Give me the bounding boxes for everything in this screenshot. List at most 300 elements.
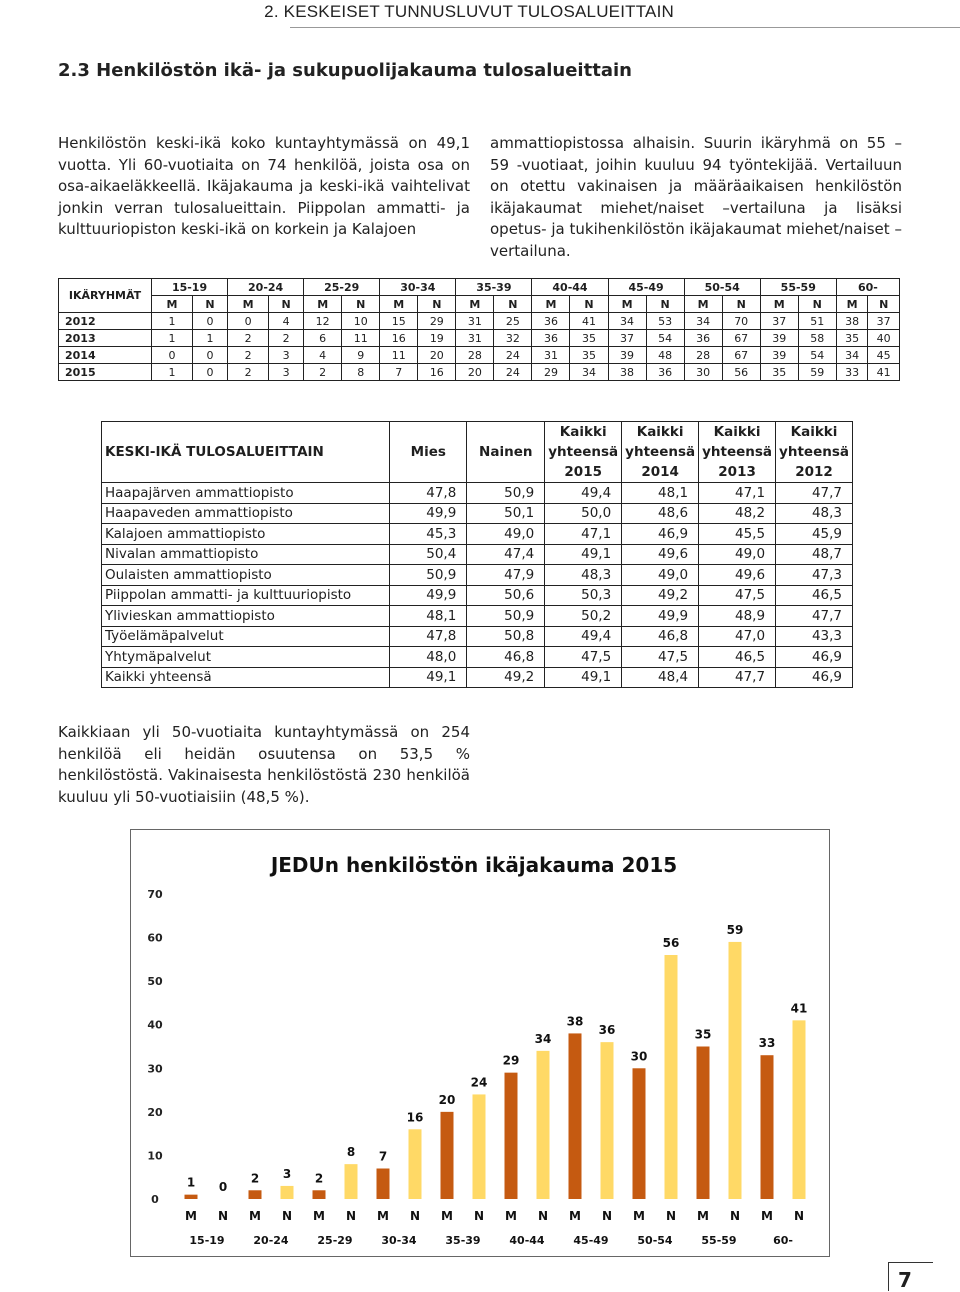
bar-value-label: 3 — [282, 1166, 292, 1181]
value-cell: 49,0 — [467, 524, 545, 545]
value-cell: 45,5 — [699, 524, 776, 545]
value-cell: 49,6 — [699, 565, 776, 586]
table-row — [102, 647, 853, 668]
x-tick-label: M — [377, 1209, 389, 1223]
unit-name-cell: Oulaisten ammattiopisto — [102, 565, 390, 586]
value-cell: 34 — [836, 347, 868, 364]
unit-name-cell: Kaikki yhteensä — [102, 667, 390, 688]
chart-bar — [185, 1195, 198, 1199]
value-cell: 50,2 — [545, 606, 622, 627]
value-cell: 35 — [836, 330, 868, 347]
value-cell: 49,1 — [545, 667, 622, 688]
chart-bar — [633, 1068, 646, 1199]
age-table-label: IKÄRYHMÄT — [59, 279, 152, 313]
age-group-header: 55-59 — [760, 279, 836, 296]
value-cell: 47,8 — [390, 626, 467, 647]
value-cell: 47,0 — [699, 626, 776, 647]
table-row — [102, 585, 853, 606]
bar-value-label: 20 — [438, 1092, 456, 1107]
header-line: yhteensä — [702, 444, 773, 460]
value-cell: 34 — [570, 364, 608, 381]
bar-value-label: 56 — [662, 936, 680, 950]
value-cell: 41 — [570, 313, 608, 330]
age-group-header: 40-44 — [532, 279, 608, 296]
x-group-label: 50-54 — [637, 1234, 673, 1247]
y-tick-label: 0 — [151, 1193, 159, 1206]
chart-bar — [793, 1020, 806, 1199]
value-cell: 35 — [570, 347, 608, 364]
table-row — [102, 544, 853, 565]
value-cell: 11 — [342, 330, 380, 347]
value-cell: 48,3 — [545, 565, 622, 586]
value-cell: 45 — [868, 347, 900, 364]
value-cell: 34 — [684, 313, 722, 330]
bar-value-label: 59 — [726, 922, 744, 937]
value-cell: 2 — [304, 364, 342, 381]
chart-bar — [345, 1164, 358, 1199]
chart-bar — [313, 1190, 326, 1199]
value-cell: 54 — [646, 330, 684, 347]
sex-header-cell: N — [570, 296, 608, 313]
bar-value-label: 36 — [598, 1023, 616, 1038]
sex-header-cell: M — [304, 296, 342, 313]
x-tick-label: N — [665, 1209, 677, 1223]
x-tick-label: N — [217, 1209, 229, 1223]
sex-header-cell: M — [380, 296, 418, 313]
value-cell: 67 — [722, 347, 760, 364]
sex-header-cell: M — [456, 296, 494, 313]
value-cell: 2 — [228, 330, 269, 347]
x-tick-label: M — [633, 1209, 645, 1223]
average-age-header-row — [102, 422, 853, 483]
value-cell: 50,3 — [545, 585, 622, 606]
average-age-table — [101, 421, 853, 688]
bar-value-label: 16 — [406, 1110, 424, 1125]
header-line: Kaikki — [636, 424, 684, 440]
x-group-label: 30-34 — [381, 1234, 417, 1247]
x-tick-label: M — [313, 1209, 325, 1223]
value-cell: 2 — [228, 347, 269, 364]
value-cell: 48 — [646, 347, 684, 364]
value-cell: 3 — [269, 364, 304, 381]
value-cell: 50,6 — [467, 585, 545, 606]
value-cell: 49,0 — [699, 544, 776, 565]
chart-bar — [249, 1190, 262, 1199]
value-cell: 37 — [760, 313, 798, 330]
value-cell: 1 — [152, 313, 193, 330]
value-cell: 31 — [456, 313, 494, 330]
value-cell: 28 — [456, 347, 494, 364]
bar-value-label: 0 — [218, 1180, 228, 1194]
value-cell: 33 — [836, 364, 868, 381]
year-cell: 2014 — [59, 347, 152, 364]
value-cell: 15 — [380, 313, 418, 330]
header-line: Kaikki — [790, 424, 838, 440]
value-cell: 2 — [269, 330, 304, 347]
header-line: yhteensä — [548, 444, 619, 460]
value-cell: 40 — [868, 330, 900, 347]
value-cell: 35 — [570, 330, 608, 347]
value-cell: 39 — [760, 347, 798, 364]
value-cell: 49,2 — [467, 667, 545, 688]
section-title: 2.3 Henkilöstön ikä- ja sukupuolijakauma tulosalueittain — [58, 60, 632, 81]
x-tick-label: M — [569, 1209, 581, 1223]
value-cell: 28 — [684, 347, 722, 364]
y-tick-label: 40 — [147, 1018, 163, 1032]
value-cell: 1 — [152, 364, 193, 381]
value-cell: 4 — [304, 347, 342, 364]
value-cell: 49,2 — [622, 585, 699, 606]
value-cell: 36 — [532, 313, 570, 330]
value-cell: 24 — [494, 364, 532, 381]
age-group-header: 50-54 — [684, 279, 760, 296]
value-cell: 30 — [684, 364, 722, 381]
sex-header-row — [59, 296, 900, 313]
x-tick-label: N — [473, 1209, 485, 1223]
value-cell: 0 — [193, 347, 228, 364]
value-cell: 20 — [418, 347, 456, 364]
table-row — [102, 524, 853, 545]
paragraph-right: ammattiopistossa alhaisin. Suurin ikäryhmä on 55 – 59 -vuotiaat, joihin kuuluu 94 työntekijää. Vertailuun on otettu vakinaisen ja määräaikaisen henkilöstön ikäjakaumat miehet/naiset –vertailuna ja lisäksi opetus- ja tukihenkilöstön ikäjakaumat miehet/naiset –vertailuna. — [490, 134, 902, 260]
value-cell: 46,5 — [699, 647, 776, 668]
value-cell: 4 — [269, 313, 304, 330]
value-cell: 50,0 — [545, 503, 622, 524]
x-tick-label: N — [729, 1209, 741, 1223]
table-row — [102, 483, 853, 504]
value-cell: 49,9 — [390, 585, 467, 606]
x-group-label: 15-19 — [189, 1234, 225, 1247]
chart-bar — [441, 1112, 454, 1199]
header-line: 2013 — [718, 464, 756, 480]
value-cell: 49,1 — [390, 667, 467, 688]
value-cell: 46,5 — [776, 585, 853, 606]
chart-bar — [665, 955, 678, 1199]
sex-header-cell: N — [269, 296, 304, 313]
value-cell: 46,8 — [622, 626, 699, 647]
value-cell: 53 — [646, 313, 684, 330]
chart-bar — [473, 1094, 486, 1199]
column-header-total-2014 — [622, 422, 699, 483]
value-cell: 3 — [269, 347, 304, 364]
chart-svg — [131, 830, 829, 1256]
value-cell: 36 — [684, 330, 722, 347]
value-cell: 19 — [418, 330, 456, 347]
chart-bar — [729, 942, 742, 1199]
value-cell: 34 — [608, 313, 646, 330]
column-header-total-2012 — [776, 422, 853, 483]
sex-header-cell: M — [608, 296, 646, 313]
value-cell: 47,7 — [776, 483, 853, 504]
value-cell: 49,1 — [545, 544, 622, 565]
y-tick-label: 60 — [147, 931, 163, 945]
age-group-header: 15-19 — [152, 279, 228, 296]
value-cell: 39 — [608, 347, 646, 364]
value-cell: 47,7 — [699, 667, 776, 688]
header-line: yhteensä — [779, 444, 849, 460]
page-number: 7 — [898, 1268, 912, 1292]
value-cell: 49,9 — [622, 606, 699, 627]
sex-header-cell: N — [722, 296, 760, 313]
value-cell: 38 — [608, 364, 646, 381]
value-cell: 16 — [380, 330, 418, 347]
age-group-header: 35-39 — [456, 279, 532, 296]
sex-header-cell: N — [342, 296, 380, 313]
y-tick-label: 20 — [147, 1105, 163, 1119]
value-cell: 38 — [836, 313, 868, 330]
value-cell: 47,7 — [776, 606, 853, 627]
bar-value-label: 1 — [186, 1175, 196, 1190]
sex-header-cell: M — [228, 296, 269, 313]
header-line: yhteensä — [625, 444, 696, 460]
sex-header-cell: M — [532, 296, 570, 313]
value-cell: 50,8 — [467, 626, 545, 647]
age-group-header: 45-49 — [608, 279, 684, 296]
table-row — [102, 565, 853, 586]
value-cell: 20 — [456, 364, 494, 381]
value-cell: 48,3 — [776, 503, 853, 524]
column-header-total-2015 — [545, 422, 622, 483]
unit-name-cell: Kalajoen ammattiopisto — [102, 524, 390, 545]
value-cell: 45,9 — [776, 524, 853, 545]
value-cell: 47,9 — [467, 565, 545, 586]
value-cell: 41 — [868, 364, 900, 381]
value-cell: 29 — [418, 313, 456, 330]
value-cell: 48,7 — [776, 544, 853, 565]
value-cell: 35 — [760, 364, 798, 381]
value-cell: 1 — [152, 330, 193, 347]
value-cell: 49,0 — [622, 565, 699, 586]
value-cell: 10 — [342, 313, 380, 330]
x-group-label: 40-44 — [509, 1234, 545, 1247]
sex-header-cell: N — [868, 296, 900, 313]
table-row — [59, 347, 900, 364]
age-group-header-row — [59, 279, 900, 296]
value-cell: 36 — [532, 330, 570, 347]
unit-name-cell: Haapaveden ammattiopisto — [102, 503, 390, 524]
value-cell: 12 — [304, 313, 342, 330]
chart-bar — [601, 1042, 614, 1199]
value-cell: 0 — [193, 313, 228, 330]
value-cell: 47,5 — [545, 647, 622, 668]
chart-bar — [569, 1033, 582, 1199]
x-tick-label: M — [249, 1209, 261, 1223]
bar-value-label: 7 — [378, 1149, 388, 1164]
value-cell: 46,9 — [622, 524, 699, 545]
x-tick-label: M — [697, 1209, 709, 1223]
table-row — [102, 606, 853, 627]
value-cell: 49,6 — [622, 544, 699, 565]
value-cell: 37 — [868, 313, 900, 330]
age-group-header: 60- — [836, 279, 899, 296]
x-tick-label: N — [281, 1209, 293, 1223]
value-cell: 47,1 — [699, 483, 776, 504]
value-cell: 50,1 — [467, 503, 545, 524]
value-cell: 48,0 — [390, 647, 467, 668]
value-cell: 48,4 — [622, 667, 699, 688]
y-tick-label: 30 — [147, 1062, 163, 1076]
value-cell: 48,1 — [390, 606, 467, 627]
header-rule — [290, 27, 960, 28]
chart-bar — [697, 1047, 710, 1200]
table-row — [59, 330, 900, 347]
table-row — [102, 626, 853, 647]
running-header: 2. KESKEISET TUNNUSLUVUT TULOSALUEITTAIN — [264, 2, 674, 21]
year-cell: 2013 — [59, 330, 152, 347]
value-cell: 37 — [608, 330, 646, 347]
y-tick-label: 70 — [147, 888, 163, 901]
value-cell: 24 — [494, 347, 532, 364]
sex-header-cell: M — [760, 296, 798, 313]
value-cell: 50,9 — [467, 606, 545, 627]
value-cell: 47,8 — [390, 483, 467, 504]
unit-name-cell: Haapajärven ammattiopisto — [102, 483, 390, 504]
chart-bar — [537, 1051, 550, 1199]
value-cell: 59 — [798, 364, 836, 381]
unit-name-cell: Työelämäpalvelut — [102, 626, 390, 647]
value-cell: 0 — [193, 364, 228, 381]
chart-bar — [281, 1186, 294, 1199]
paragraph-bottom: Kaikkiaan yli 50-vuotiaita kuntayhtymässä on 254 henkilöä eli heidän osuutensa on 53,5 % henkilöstöstä. Vakinaisesta henkilöstöstä 230 henkilöä kuuluu yli 50-vuotiaisiin (48,5 %). — [58, 723, 470, 806]
sex-header-cell: N — [798, 296, 836, 313]
x-tick-label: M — [761, 1209, 773, 1223]
column-header-mies: Mies — [390, 422, 467, 483]
unit-name-cell: Piippolan ammatti- ja kulttuuriopisto — [102, 585, 390, 606]
bar-value-label: 34 — [534, 1031, 552, 1046]
value-cell: 47,5 — [699, 585, 776, 606]
column-header-nainen: Nainen — [467, 422, 545, 483]
age-group-header: 25-29 — [304, 279, 380, 296]
value-cell: 50,4 — [390, 544, 467, 565]
value-cell: 11 — [380, 347, 418, 364]
table-row — [59, 313, 900, 330]
paragraph-left: Henkilöstön keski-ikä koko kuntayhtymässä on 49,1 vuotta. Yli 60-vuotiaita on 74 henkilöä, joista osa on osa-aikaeläkkeellä. Ikäjakauma ja keski-ikä vaihtelivat jonkin verran tulosalueittain. Piippolan ammatti- ja kulttuuriopiston keski-ikä on korkein ja Kalajoen — [58, 134, 470, 238]
value-cell: 49,9 — [390, 503, 467, 524]
x-tick-label: M — [441, 1209, 453, 1223]
x-tick-label: N — [345, 1209, 357, 1223]
bar-value-label: 41 — [790, 1001, 808, 1016]
value-cell: 51 — [798, 313, 836, 330]
bar-value-label: 24 — [470, 1075, 488, 1090]
sex-header-cell: M — [152, 296, 193, 313]
sex-header-cell: N — [494, 296, 532, 313]
header-line: Kaikki — [559, 424, 607, 440]
value-cell: 9 — [342, 347, 380, 364]
x-tick-label: M — [505, 1209, 517, 1223]
chart-bar — [505, 1073, 518, 1199]
value-cell: 0 — [152, 347, 193, 364]
unit-name-cell: Ylivieskan ammattiopisto — [102, 606, 390, 627]
value-cell: 43,3 — [776, 626, 853, 647]
value-cell: 50,9 — [467, 483, 545, 504]
x-group-label: 35-39 — [445, 1234, 481, 1247]
x-group-label: 20-24 — [253, 1234, 289, 1247]
header-line: 2012 — [795, 464, 833, 480]
bar-value-label: 2 — [314, 1171, 324, 1186]
value-cell: 36 — [646, 364, 684, 381]
value-cell: 67 — [722, 330, 760, 347]
x-tick-label: M — [185, 1209, 197, 1223]
x-tick-label: N — [601, 1209, 613, 1223]
table-row — [102, 667, 853, 688]
value-cell: 8 — [342, 364, 380, 381]
sex-header-cell: M — [684, 296, 722, 313]
value-cell: 49,4 — [545, 483, 622, 504]
header-line: Kaikki — [713, 424, 761, 440]
bar-value-label: 30 — [630, 1049, 648, 1064]
year-cell: 2012 — [59, 313, 152, 330]
value-cell: 25 — [494, 313, 532, 330]
age-distribution-chart — [130, 829, 830, 1257]
value-cell: 50,9 — [390, 565, 467, 586]
chart-title: JEDUn henkilöstön ikäjakauma 2015 — [270, 853, 678, 877]
bar-value-label: 8 — [346, 1145, 356, 1160]
age-distribution-table — [58, 278, 900, 381]
x-tick-label: N — [409, 1209, 421, 1223]
value-cell: 70 — [722, 313, 760, 330]
value-cell: 49,4 — [545, 626, 622, 647]
value-cell: 54 — [798, 347, 836, 364]
value-cell: 46,9 — [776, 647, 853, 668]
sex-header-cell: N — [646, 296, 684, 313]
value-cell: 56 — [722, 364, 760, 381]
value-cell: 47,3 — [776, 565, 853, 586]
value-cell: 29 — [532, 364, 570, 381]
unit-name-cell: Nivalan ammattiopisto — [102, 544, 390, 565]
age-group-header: 30-34 — [380, 279, 456, 296]
sex-header-cell: N — [193, 296, 228, 313]
chart-bar — [409, 1129, 422, 1199]
value-cell: 48,6 — [622, 503, 699, 524]
value-cell: 58 — [798, 330, 836, 347]
chart-bar — [761, 1055, 774, 1199]
x-group-label: 60- — [773, 1234, 793, 1247]
x-group-label: 55-59 — [701, 1234, 737, 1247]
age-group-header: 20-24 — [228, 279, 304, 296]
bar-value-label: 33 — [758, 1036, 776, 1051]
sex-header-cell: N — [418, 296, 456, 313]
value-cell: 31 — [532, 347, 570, 364]
value-cell: 0 — [228, 313, 269, 330]
bar-value-label: 38 — [566, 1014, 584, 1029]
average-age-table-title: KESKI-IKÄ TULOSALUEITTAIN — [102, 422, 390, 483]
value-cell: 16 — [418, 364, 456, 381]
value-cell: 48,9 — [699, 606, 776, 627]
value-cell: 2 — [228, 364, 269, 381]
unit-name-cell: Yhtymäpalvelut — [102, 647, 390, 668]
value-cell: 48,2 — [699, 503, 776, 524]
bar-value-label: 29 — [502, 1053, 520, 1068]
year-cell: 2015 — [59, 364, 152, 381]
value-cell: 47,5 — [622, 647, 699, 668]
x-tick-label: N — [793, 1209, 805, 1223]
value-cell: 47,4 — [467, 544, 545, 565]
x-group-label: 25-29 — [317, 1234, 353, 1247]
value-cell: 48,1 — [622, 483, 699, 504]
value-cell: 46,8 — [467, 647, 545, 668]
value-cell: 47,1 — [545, 524, 622, 545]
table-row — [102, 503, 853, 524]
header-line: 2015 — [564, 464, 602, 480]
value-cell: 45,3 — [390, 524, 467, 545]
table-row — [59, 364, 900, 381]
header-line: 2014 — [641, 464, 679, 480]
y-tick-label: 10 — [147, 1149, 163, 1163]
y-tick-label: 50 — [147, 975, 163, 989]
value-cell: 7 — [380, 364, 418, 381]
chart-bar — [377, 1169, 390, 1200]
value-cell: 6 — [304, 330, 342, 347]
value-cell: 39 — [760, 330, 798, 347]
